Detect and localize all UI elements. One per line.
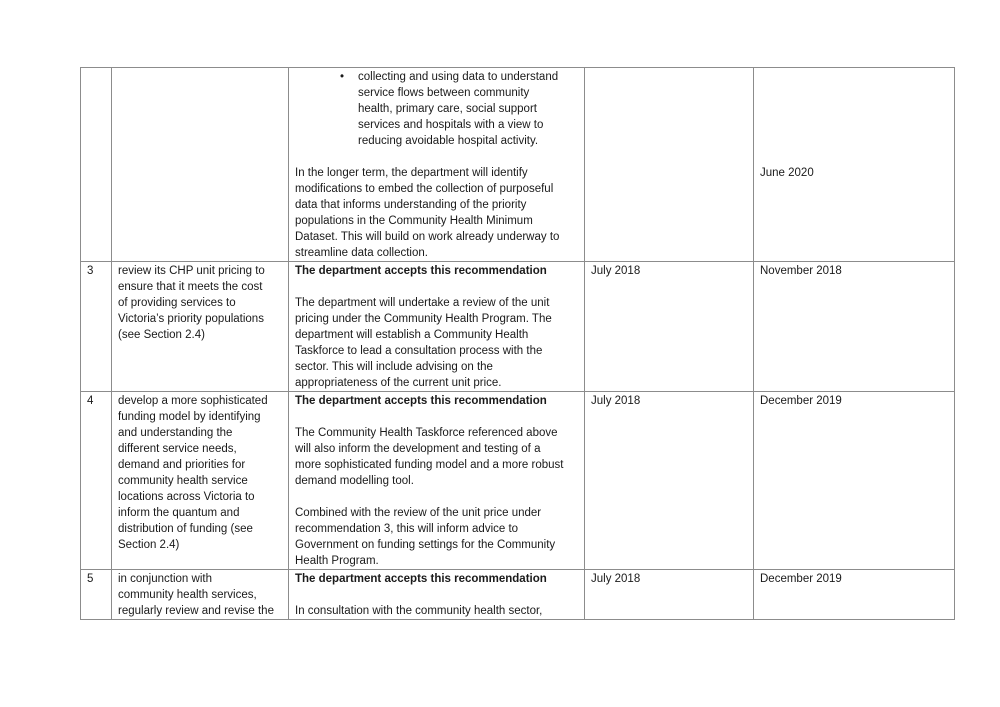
start-date-cell: July 2018 — [585, 262, 754, 392]
table-row — [81, 262, 955, 392]
response-paragraph: The Community Health Taskforce referenced above will also inform the development and testing of a more sophisticated funding model and a more robust demand modelling tool. — [295, 427, 564, 487]
response-heading: The department accepts this recommendation — [295, 395, 547, 407]
response-paragraph: Combined with the review of the unit price under recommendation 3, this will inform advice to Government on funding settings for the Community Health Program. — [295, 507, 556, 567]
bullet-icon: • — [340, 71, 345, 83]
response-paragraph: In consultation with the community health sector, — [295, 605, 543, 617]
rec-number-cell: 3 — [81, 262, 112, 392]
completion-date-cell: November 2018 — [754, 262, 955, 392]
start-date-cell — [585, 68, 754, 262]
recommendation-cell: develop a more sophisticated funding model by identifying and understanding the different service needs, demand and priorities for community health service locations across Victoria to inform the quantum and distribution of funding (see Section 2.4) — [112, 392, 289, 570]
table-row — [81, 68, 955, 262]
completion-date-cell: December 2019 — [754, 570, 955, 620]
list-item: • collecting and using data to understand service flows between community health, primary care, social support services and hospitals with a view to reducing avoidable hospital activity. — [340, 71, 559, 147]
recommendations-table — [80, 67, 955, 620]
start-date-cell: July 2018 — [585, 392, 754, 570]
response-cell — [289, 68, 585, 262]
completion-date-cell: December 2019 — [754, 392, 955, 570]
completion-date-cell: June 2020 — [754, 68, 955, 262]
rec-number-cell: 5 — [81, 570, 112, 620]
rec-number-cell — [81, 68, 112, 262]
response-cell — [289, 570, 585, 620]
response-cell — [289, 392, 585, 570]
response-bullet-list — [295, 69, 578, 149]
recommendation-cell: review its CHP unit pricing to ensure that it meets the cost of providing services to Victoria’s priority populations (see Section 2.4) — [112, 262, 289, 392]
rec-number-cell: 4 — [81, 392, 112, 570]
table-row — [81, 570, 955, 620]
response-paragraph: The department will undertake a review of the unit pricing under the Community Health Program. The department will establish a Community Health Taskforce to lead a consultation process with the sector. This will include advising on the appropriateness of the current unit price. — [295, 297, 552, 389]
response-heading: The department accepts this recommendation — [295, 573, 547, 585]
recommendation-cell — [112, 68, 289, 262]
table-row — [81, 392, 955, 570]
start-date-cell: July 2018 — [585, 570, 754, 620]
recommendation-cell: in conjunction with community health services, regularly review and revise the — [112, 570, 289, 620]
response-cell — [289, 262, 585, 392]
response-paragraph: In the longer term, the department will identify modifications to embed the collection of purposeful data that informs understanding of the priority populations in the Community Health Minimum Dataset. This will build on work already underway to streamline data collection. — [295, 167, 560, 259]
response-heading: The department accepts this recommendation — [295, 265, 547, 277]
